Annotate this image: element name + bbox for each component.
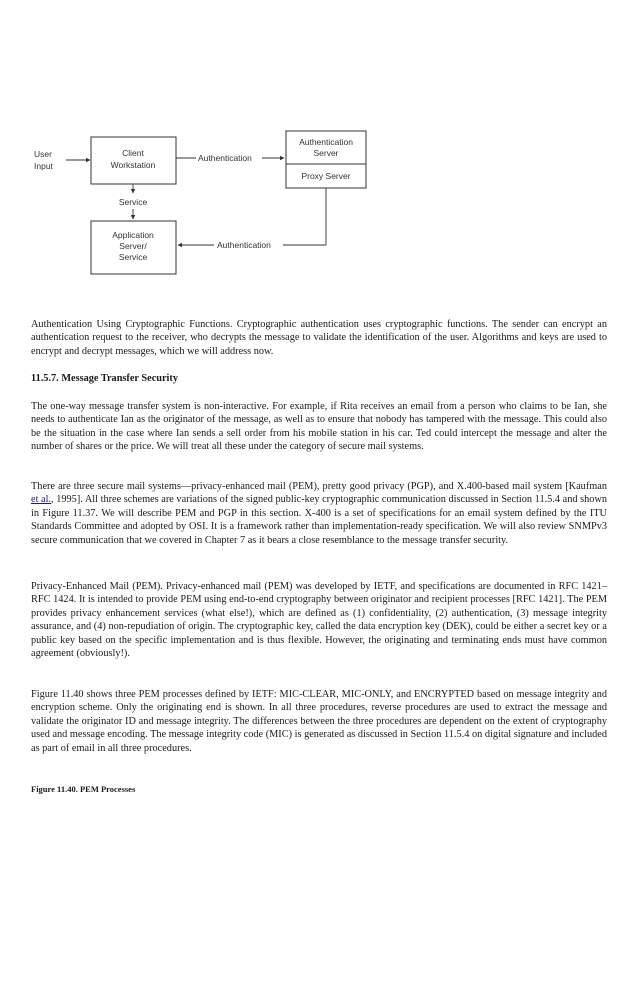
et-al-link[interactable]: et al. <box>31 494 52 506</box>
paragraph-pem: Privacy-Enhanced Mail (PEM). Privacy-enhanced mail (PEM) was developed by IETF, and specifications are documented in RFC 1421–RFC 1424. It is intended to provide PEM using end-to-end cryptography between originator and recipient processes [RFC 1421]. The PEM provides privacy enhancement services (what else!), which are defined as (1) confidentiality, (2) authentication, (3) message integrity assurance, and (4) non-repudiation of origin. The cryptographic key, called the data encryption key (DEK), could be either a secret key or a public key based on the specific implementation and is thus flexible. However, the originating and terminating ends must have common agreement (obviously!). <box>31 581 607 660</box>
app-label-1: Application <box>112 230 154 240</box>
figure-caption: Figure 11.40. PEM Processes <box>31 784 136 794</box>
client-label-1: Client <box>122 148 144 158</box>
paragraph-secure-mail <box>31 480 607 547</box>
user-input-label-1: User <box>34 149 52 159</box>
service-label: Service <box>118 197 148 207</box>
app-label-3: Service <box>118 252 148 262</box>
user-input-label-2: Input <box>34 161 53 171</box>
p3-text-b: , 1995]. All three schemes are variations of the signed public-key cryptographic communication discussed in Section 11.5.4 and shown in Figure 11.37. We will describe PEM and PGP in this section. X-400 is a set of specifications for an email system defined by the ITU Standards Committee and adopted by OSI. It is a framework rather than implementation-ready specification. We will also review SNMPv3 secure communication that we covered in Chapter 7 as it bears a close resemblance to the message transfer security. <box>31 494 607 546</box>
paragraph-crypto-auth: Authentication Using Cryptographic Functions. Cryptographic authentication uses cryptographic functions. The sender can encrypt an authentication request to the receiver, who decrypts the message to validate the identification of the user. Algorithms and keys are used to encrypt and decrypt messages, which we will address now. <box>31 319 607 357</box>
authentication-top-label: Authentication <box>198 153 252 163</box>
p3-text-a: There are three secure mail systems—privacy-enhanced mail (PEM), pretty good privacy (PGP), and X.400-based mail system [Kaufman <box>31 481 607 492</box>
paragraph-message-transfer: The one-way message transfer system is non-interactive. For example, if Rita receives an email from a person who claims to be Ian, she needs to authenticate Ian as the originator of the message, as well as to ensure that nobody has tampered with the message. This could also be the situation in the case where Ian sends a sell order from his mobile station in his car. Ted could intercept the message and alter the number of shares or the price. We will treat all these under the category of secure mail systems. <box>31 401 607 453</box>
auth-server-label-1: Authentication <box>299 137 353 147</box>
client-label-2: Workstation <box>110 160 156 170</box>
paragraph-pem-processes: Figure 11.40 shows three PEM processes defined by IETF: MIC-CLEAR, MIC-ONLY, and ENCRYPTED based on message integrity and encryption scheme. Only the originating end is shown. In all three procedures, reverse procedures are used to extract the message and validate the originator ID and message integrity. The differences between the three procedures are dependent on the extent of cryptography used and message encoding. The message integrity code (MIC) is generated as discussed in Section 11.5.4 on digital signature and included as part of email in all three procedures. <box>31 689 607 754</box>
auth-server-label-2: Server <box>313 148 339 158</box>
proxy-server-label: Proxy Server <box>301 171 351 181</box>
app-label-2: Server/ <box>119 241 147 251</box>
authentication-bottom-label: Authentication <box>217 240 271 250</box>
section-heading: 11.5.7. Message Transfer Security <box>31 373 178 384</box>
authentication-diagram <box>0 0 638 300</box>
